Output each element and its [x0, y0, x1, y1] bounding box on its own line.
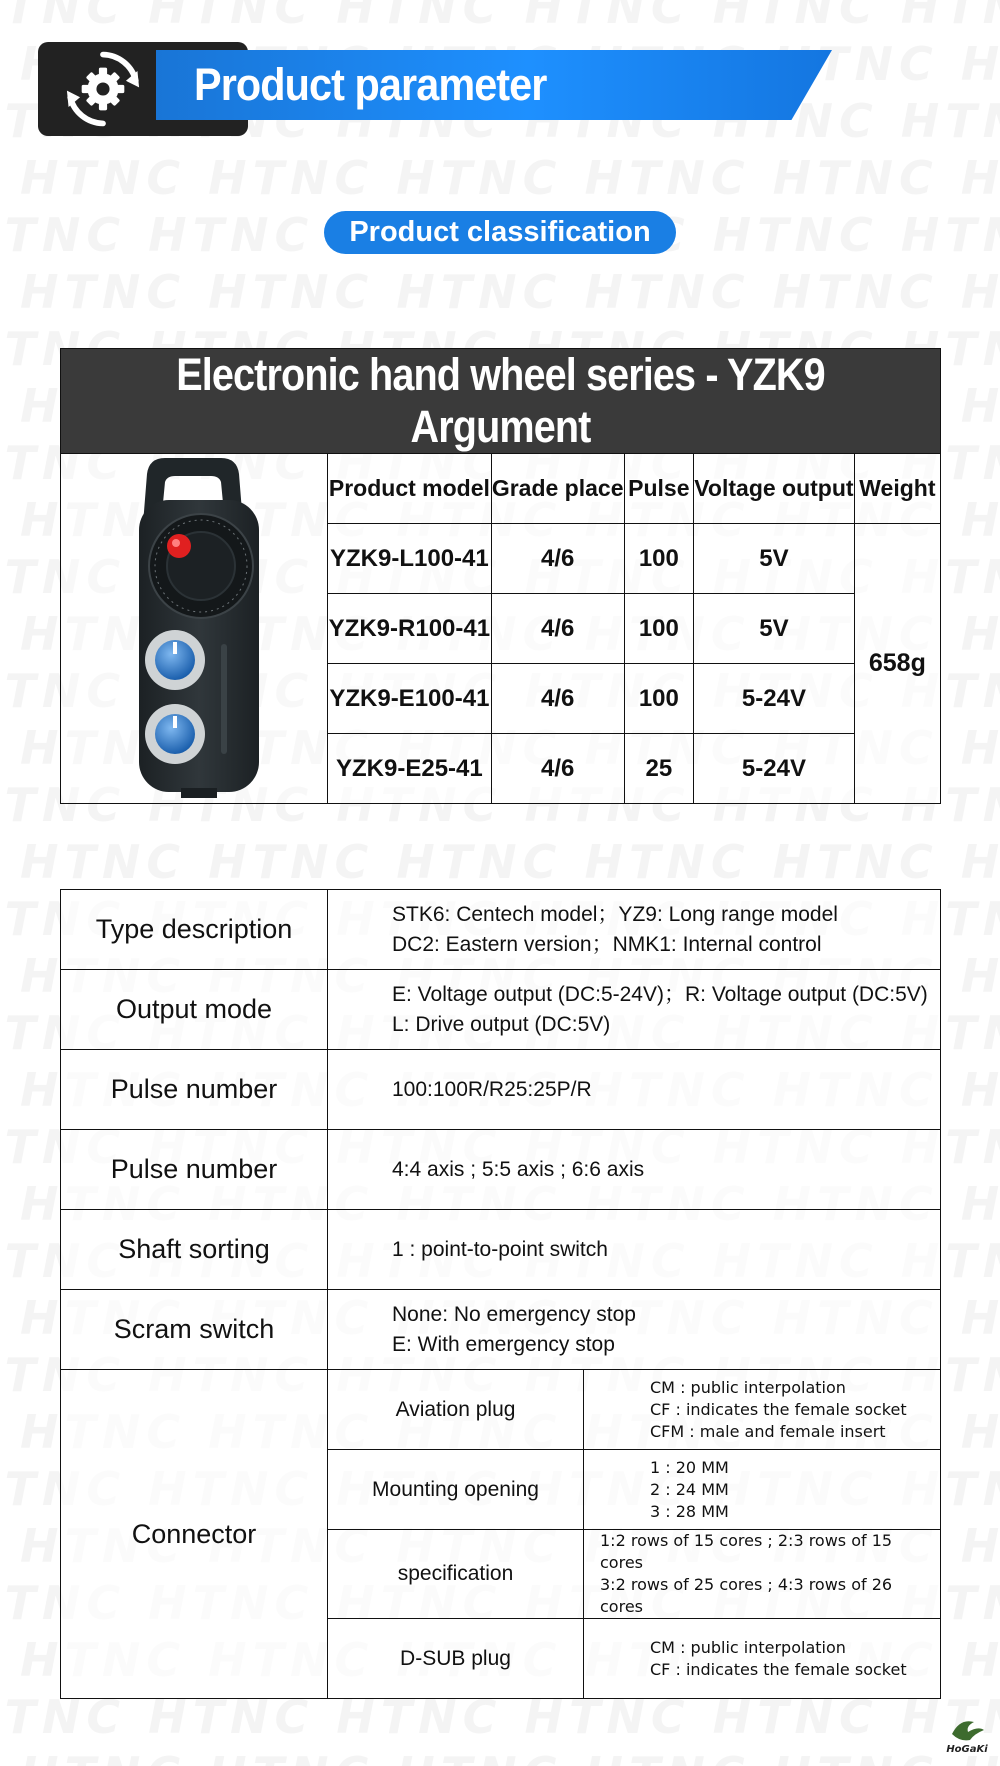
pulse-number-axis-value: 4:4 axis ; 5:5 axis ; 6:6 axis — [328, 1130, 941, 1210]
specification-line1: 1:2 rows of 15 cores ; 2:3 rows of 15 cores — [600, 1531, 893, 1572]
bird-logo-icon — [944, 1712, 990, 1756]
row4-pulse: 25 — [624, 734, 694, 804]
shaft-sorting-label: Shaft sorting — [61, 1210, 328, 1290]
output-mode-label: Output mode — [61, 970, 328, 1050]
weight-value: 658g — [854, 524, 940, 804]
dsub-plug-line1: CM : public interpolation — [650, 1637, 846, 1657]
header-weight: Weight — [854, 454, 940, 524]
mounting-opening-line2: 2 : 24 MM — [650, 1479, 729, 1499]
pulse-number-label: Pulse number — [61, 1050, 328, 1130]
type-description-line2: DC2: Eastern version；NMK1: Internal control — [392, 932, 822, 956]
scram-switch-line2: E: With emergency stop — [392, 1332, 615, 1356]
scram-switch-value — [328, 1290, 941, 1370]
gear-sync-icon — [62, 48, 144, 130]
mounting-opening-value — [584, 1450, 941, 1530]
row3-grade: 4/6 — [491, 664, 624, 734]
output-mode-line1: E: Voltage output (DC:5-24V)；R: Voltage output (DC:5V) — [392, 982, 928, 1006]
row3-pulse: 100 — [624, 664, 694, 734]
mounting-opening-label: Mounting opening — [328, 1450, 584, 1530]
row4-model: YZK9-E25-41 — [328, 734, 492, 804]
specification-line2: 3:2 rows of 25 cores ; 4:3 rows of 26 cores — [600, 1575, 893, 1616]
specification-label: specification — [328, 1530, 584, 1619]
aviation-plug-value — [584, 1370, 941, 1450]
hand-wheel-product-image — [61, 454, 326, 798]
scram-switch-line1: None: No emergency stop — [392, 1302, 636, 1326]
row2-pulse: 100 — [624, 594, 694, 664]
shaft-sorting-value: 1 : point-to-point switch — [328, 1210, 941, 1290]
row1-pulse: 100 — [624, 524, 694, 594]
row1-voltage: 5V — [694, 524, 855, 594]
mounting-opening-line1: 1 : 20 MM — [650, 1457, 729, 1477]
aviation-plug-line2: CF : indicates the female socket — [650, 1399, 907, 1419]
row4-voltage: 5-24V — [694, 734, 855, 804]
spec-table-title: Electronic hand wheel series - YZK9 Argument — [61, 349, 941, 454]
output-mode-line2: L: Drive output (DC:5V) — [392, 1012, 611, 1036]
classification-pill: Product classification — [324, 211, 676, 254]
aviation-plug-line1: CM : public interpolation — [650, 1377, 846, 1397]
row2-voltage: 5V — [694, 594, 855, 664]
type-description-label: Type description — [61, 890, 328, 970]
header-pulse: Pulse — [624, 454, 694, 524]
row4-grade: 4/6 — [491, 734, 624, 804]
header-product-model: Product model — [328, 454, 492, 524]
row3-model: YZK9-E100-41 — [328, 664, 492, 734]
aviation-plug-label: Aviation plug — [328, 1370, 584, 1450]
dsub-plug-value — [584, 1619, 941, 1699]
dsub-plug-label: D-SUB plug — [328, 1619, 584, 1699]
dsub-plug-line2: CF : indicates the female socket — [650, 1659, 907, 1679]
pulse-number-value: 100:100R/R25:25P/R — [328, 1050, 941, 1130]
row1-model: YZK9-L100-41 — [328, 524, 492, 594]
row2-model: YZK9-R100-41 — [328, 594, 492, 664]
info-table — [60, 889, 941, 1699]
specification-value — [584, 1530, 941, 1619]
output-mode-value — [328, 970, 941, 1050]
spec-table — [60, 348, 941, 804]
product-image-cell — [61, 454, 328, 804]
scram-switch-label: Scram switch — [61, 1290, 328, 1370]
header-grade-place: Grade place — [491, 454, 624, 524]
type-description-line1: STK6: Centech model；YZ9: Long range model — [392, 902, 838, 926]
row1-grade: 4/6 — [491, 524, 624, 594]
connector-label: Connector — [61, 1370, 328, 1699]
type-description-value — [328, 890, 941, 970]
mounting-opening-line3: 3 : 28 MM — [650, 1501, 729, 1521]
brand-logo-text: HoGaKi — [946, 1744, 988, 1755]
row2-grade: 4/6 — [491, 594, 624, 664]
row3-voltage: 5-24V — [694, 664, 855, 734]
aviation-plug-line3: CFM : male and female insert — [650, 1421, 886, 1441]
pulse-number-axis-label: Pulse number — [61, 1130, 328, 1210]
page-title: Product parameter — [194, 59, 547, 110]
header-voltage-output: Voltage output — [694, 454, 855, 524]
